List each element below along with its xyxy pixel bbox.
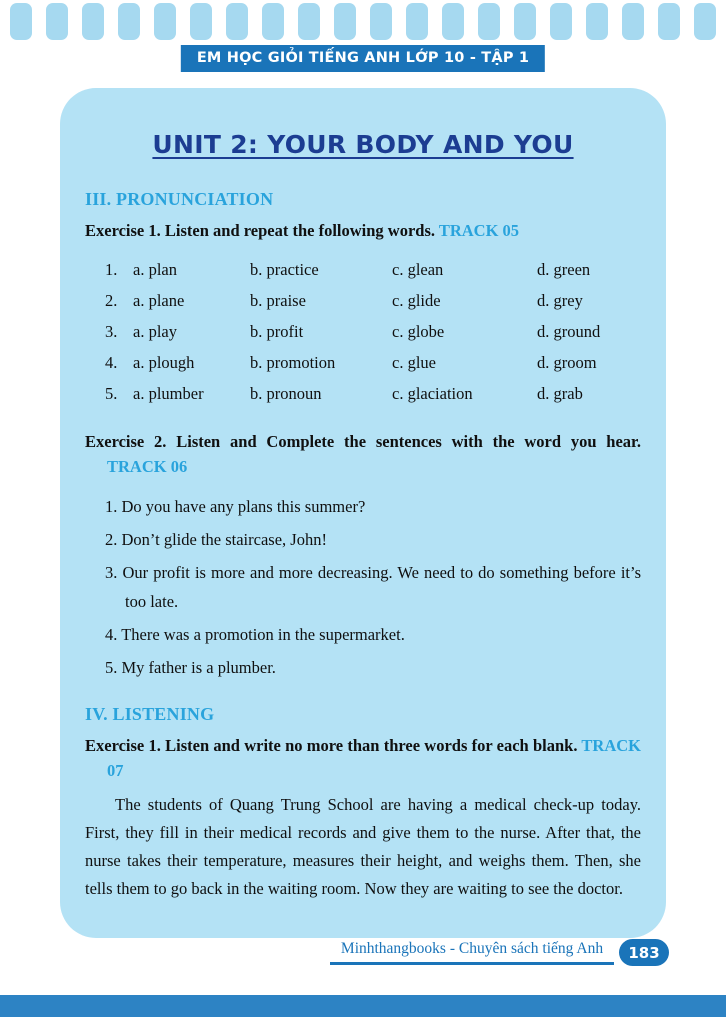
decoration-tab	[478, 3, 500, 40]
word-c: c. glean	[392, 260, 444, 279]
pronunciation-section	[85, 189, 641, 682]
word-d: d. ground	[537, 322, 601, 341]
table-row	[105, 347, 641, 378]
decoration-tab	[82, 3, 104, 40]
exercise-label: Exercise 1. Listen and repeat the following words.	[85, 221, 436, 240]
word-c: c. glaciation	[392, 384, 473, 403]
exercise-heading	[85, 429, 641, 479]
row-number: 4.	[105, 353, 118, 372]
top-border-decoration	[0, 3, 726, 40]
word-d: d. groom	[537, 353, 597, 372]
decoration-tab	[622, 3, 644, 40]
section-heading-listening: IV. LISTENING	[85, 704, 215, 724]
page-card	[60, 88, 666, 938]
listening-paragraph: The students of Quang Trung School are having a medical check-up today. First, they fill in their medical records and give them to the nurse. After that, the nurse takes their temperature, measures their height, and weighs them. Then, she tells them to go back in the waiting room. Now they are waiting to see the doctor.	[85, 795, 641, 898]
decoration-tab	[658, 3, 680, 40]
table-row	[105, 254, 641, 285]
decoration-tab	[118, 3, 140, 40]
decoration-tab	[586, 3, 608, 40]
list-item: 5. My father is a plumber.	[105, 658, 276, 677]
word-b: b. praise	[250, 291, 306, 310]
decoration-tab	[298, 3, 320, 40]
decoration-tab	[226, 3, 248, 40]
word-d: d. grab	[537, 384, 583, 403]
decoration-tab	[514, 3, 536, 40]
list-item: 3. Our profit is more and more decreasing. We need to do something before it’s too late.	[105, 563, 641, 611]
decoration-tab	[442, 3, 464, 40]
decoration-tab	[154, 3, 176, 40]
decoration-tab	[406, 3, 428, 40]
decoration-tab	[10, 3, 32, 40]
book-title-banner: EM HỌC GIỎI TIẾNG ANH LỚP 10 - TẬP 1	[181, 45, 545, 72]
decoration-tab	[334, 3, 356, 40]
track-label: TRACK 07	[107, 736, 642, 780]
word-d: d. grey	[537, 291, 583, 310]
decoration-tab	[190, 3, 212, 40]
row-number: 1.	[105, 260, 118, 279]
row-number: 5.	[105, 384, 118, 403]
list-item: 4. There was a promotion in the supermarket.	[105, 625, 405, 644]
word-a: a. plumber	[133, 384, 204, 403]
word-b: b. promotion	[250, 353, 336, 372]
word-a: a. plane	[133, 291, 185, 310]
word-a: a. play	[133, 322, 177, 341]
decoration-tab	[550, 3, 572, 40]
decoration-tab	[46, 3, 68, 40]
publisher-footer: Minhthangbooks - Chuyên sách tiếng Anh	[330, 940, 614, 965]
page-number-badge: 183	[619, 939, 669, 966]
exercise-label: Exercise 1. Listen and write no more than three words for each blank.	[85, 736, 578, 755]
listening-section	[85, 704, 641, 903]
table-row	[105, 378, 641, 409]
table-row	[105, 285, 641, 316]
row-number: 2.	[105, 291, 118, 310]
decoration-tab	[694, 3, 716, 40]
word-a: a. plough	[133, 353, 195, 372]
list-item: 2. Don’t glide the staircase, John!	[105, 530, 327, 549]
exercise-heading	[85, 733, 641, 783]
track-label: TRACK 05	[438, 221, 520, 240]
list-item: 1. Do you have any plans this summer?	[105, 497, 366, 516]
bottom-border-bar	[0, 995, 726, 1017]
section-heading-pronunciation: III. PRONUNCIATION	[85, 189, 274, 209]
decoration-tab	[262, 3, 284, 40]
word-d: d. green	[537, 260, 591, 279]
word-c: c. glue	[392, 353, 436, 372]
sentence-list	[105, 492, 641, 682]
track-label: TRACK 06	[107, 457, 188, 476]
exercise-label: Exercise 2. Listen and Complete the sentences with the word you hear.	[85, 432, 641, 451]
unit-title: UNIT 2: YOUR BODY AND YOU	[152, 130, 574, 159]
decoration-tab	[370, 3, 392, 40]
word-table	[105, 254, 641, 409]
word-a: a. plan	[133, 260, 177, 279]
exercise-heading	[85, 218, 641, 243]
word-b: b. pronoun	[250, 384, 322, 403]
row-number: 3.	[105, 322, 118, 341]
word-b: b. practice	[250, 260, 319, 279]
word-c: c. globe	[392, 322, 445, 341]
table-row	[105, 316, 641, 347]
word-c: c. glide	[392, 291, 441, 310]
word-b: b. profit	[250, 322, 304, 341]
